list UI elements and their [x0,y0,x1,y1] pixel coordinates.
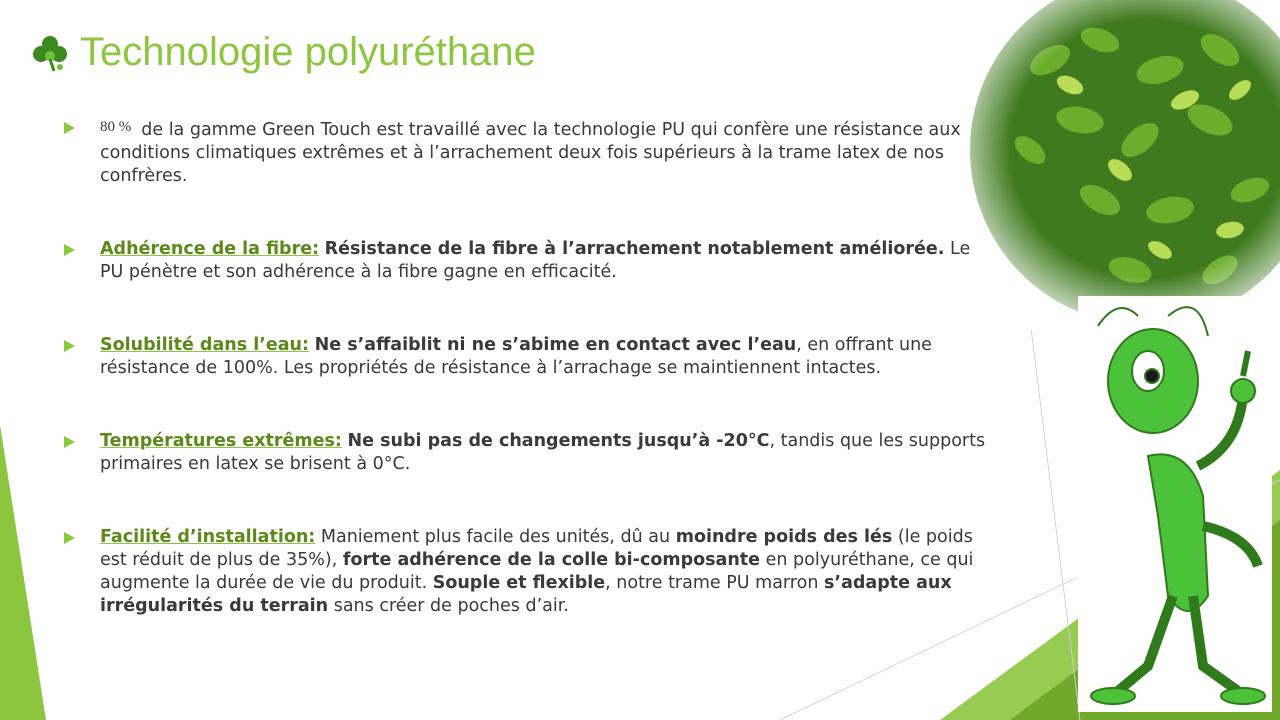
bullet-item-adherence [64,238,994,284]
bullet-text: Maniement plus facile des unités, dû au [320,527,671,547]
triangle-arrow-icon [64,122,75,134]
bullet-text: (le poids est réduit de plus de 35%), [100,527,973,570]
bullet-item-installation [64,526,994,618]
bullet-heading: Facilité d’installation: [100,527,316,547]
bullet-text: , en offrant une résistance de 100%. Les propriétés de résistance à l’arrachage se maintiennent intactes. [100,335,932,378]
clover-icon [30,33,70,73]
triangle-arrow-icon [64,532,75,544]
bullet-heading: Températures extrêmes: [100,431,342,451]
bullet-bold-text: Ne subi pas de changements jusqu’à -20°C [347,431,770,451]
bullet-bold-text: moindre poids des lés [675,527,893,547]
slide-title [30,30,536,75]
bullet-text: sans créer de poches d’air. [333,596,569,616]
bullet-list [64,116,994,618]
bullet-bold-text: Résistance de la fibre à l’arrachement notablement améliorée. [324,239,945,259]
grasshopper-mascot-pointing [1078,296,1272,712]
bullet-text: , notre trame PU marron [605,573,819,593]
bullet-text: de la gamme Green Touch est travaillé avec la technologie PU qui confère une résistance aux conditions climatiques extrêmes et à l’arrachement deux fois supérieurs à la trame latex de nos confrères. [100,120,961,186]
bullet-item-solubilite [64,334,994,380]
bullet-bold-text: forte adhérence de la colle bi-composante [342,550,761,570]
page-title: Technologie polyuréthane [80,30,536,74]
bullet-heading: Adhérence de la fibre: [100,239,320,259]
bullet-heading: Solubilité dans l’eau: [100,335,310,355]
bullet-bold-text: s’adapte aux irrégularités du terrain [100,573,952,616]
bullet-bold-text: Souple et flexible [432,573,606,593]
triangle-arrow-icon [64,436,75,448]
bullet-bold-text: Ne s’affaiblit ni ne s’abime en contact avec l’eau [314,335,797,355]
bullet-item-gamme [64,116,994,188]
bullet-text: en polyuréthane, ce qui augmente la durée de vie du produit. [100,550,974,593]
bullet-text: , tandis que les supports primaires en latex se brisent à 0°C. [100,431,986,474]
bullet-text: Le PU pénètre et son adhérence à la fibre gagne en efficacité. [100,239,971,282]
bullet-item-temperatures [64,430,994,476]
triangle-arrow-icon [64,244,75,256]
mascot-card [1078,296,1272,712]
percentage-label: 80 % [100,119,132,135]
triangle-arrow-icon [64,340,75,352]
